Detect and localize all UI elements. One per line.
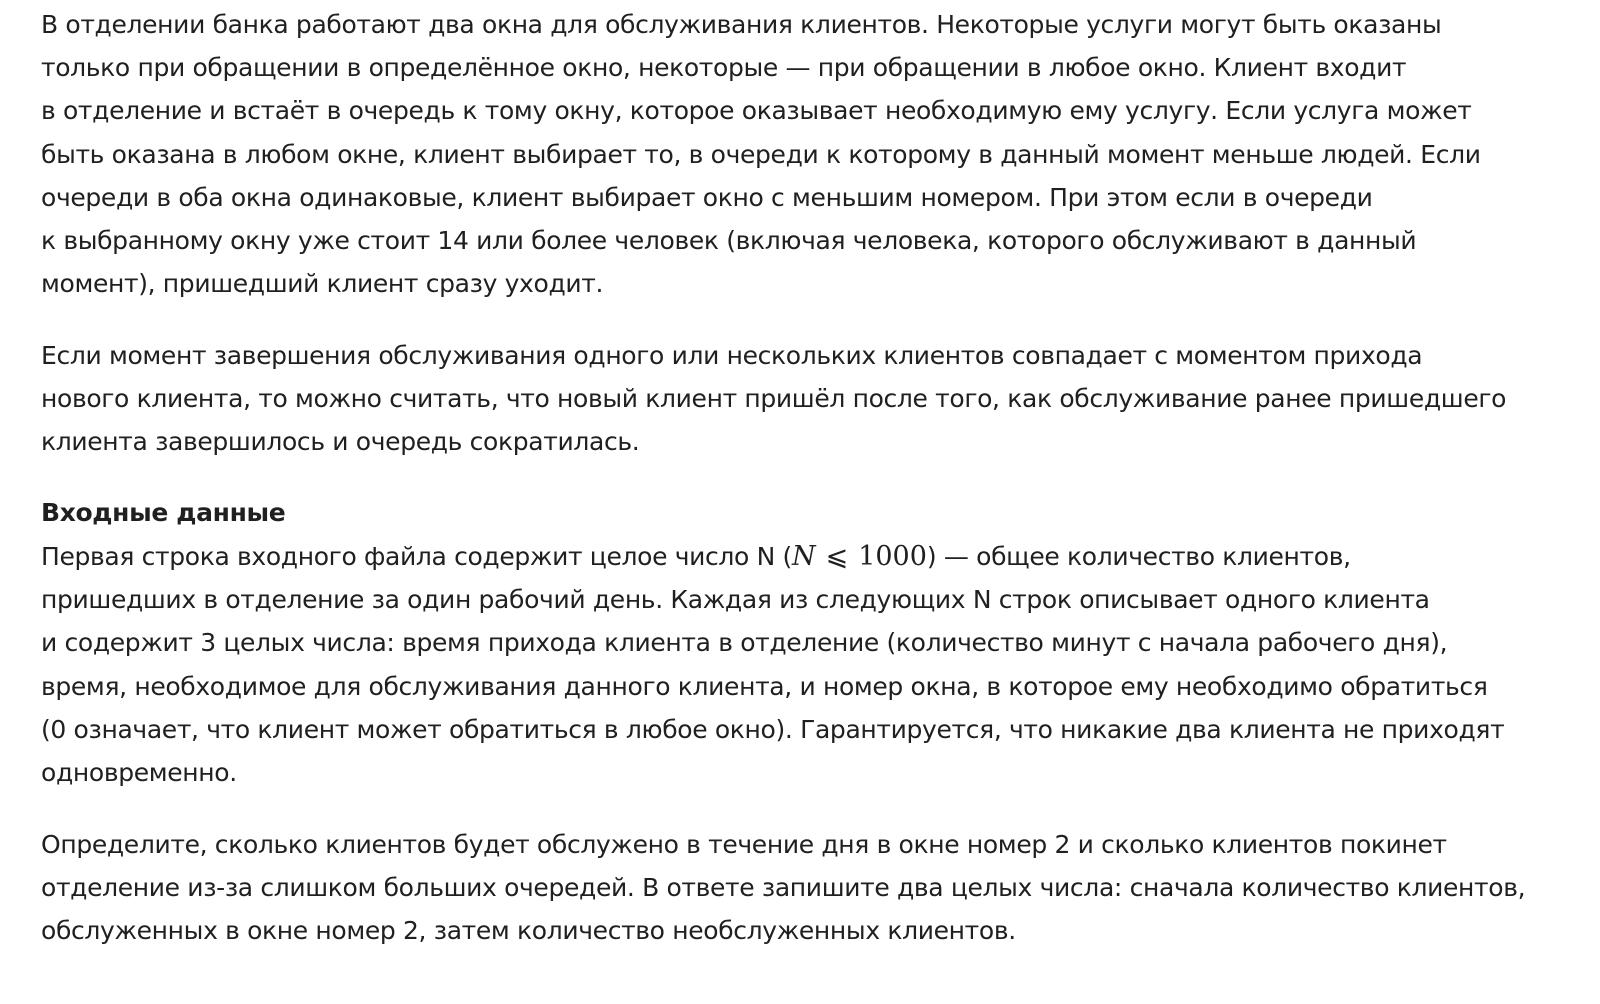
math-number: 1000	[858, 541, 927, 572]
math-variable: N	[791, 541, 816, 572]
text-line: клиента завершилось и очередь сократилась.	[41, 427, 640, 457]
text-line: очереди в оба окна одинаковые, клиент выбирает окно с меньшим номером. При этом если в очереди	[41, 182, 1373, 212]
text-line: момент), пришедший клиент сразу уходит.	[41, 269, 604, 299]
math-constraint	[792, 541, 927, 572]
text-line: к выбранному окну уже стоит 14 или более человек (включая человека, которого обслуживают в данный	[41, 226, 1417, 256]
paragraph-task-question	[41, 823, 1525, 953]
text-line: отделение из-за слишком больших очередей. В ответе запишите два целых числа: сначала количество клиентов,	[41, 873, 1526, 903]
text-line: Определите, сколько клиентов будет обслужено в течение дня в окне номер 2 и сколько клиентов покинет	[41, 830, 1447, 859]
text-line: в отделение и встаёт в очередь к тому окну, которое оказывает необходимую ему услугу. Если услуга может	[41, 96, 1472, 126]
text-line: обслуженных в окне номер 2, затем количество необслуженных клиентов.	[41, 916, 1016, 946]
paragraph-bank-windows	[41, 3, 1481, 305]
text-line	[41, 535, 1504, 578]
paragraph-input-format	[41, 535, 1504, 794]
text-line: быть оказана в любом окне, клиент выбирает то, в очереди к которому в данный момент меньше людей. Если	[41, 139, 1481, 169]
text-line: пришедших в отделение за один рабочий день. Каждая из следующих N строк описывает одного клиента	[41, 585, 1430, 615]
text-line: только при обращении в определённое окно, некоторые — при обращении в любое окно. Клиент входит	[41, 53, 1407, 83]
text-fragment: Первая строка входного файла содержит целое число N (	[41, 542, 792, 571]
paragraph-timing-rule	[41, 334, 1506, 464]
text-line: время, необходимое для обслуживания данного клиента, и номер окна, в которое ему необходимо обратиться	[41, 671, 1488, 701]
text-fragment: ) — общее количество клиентов,	[926, 542, 1351, 571]
text-line: и содержит 3 целых числа: время прихода клиента в отделение (количество минут с начала рабочего дня),	[41, 628, 1448, 658]
text-line: одновременно.	[41, 758, 237, 788]
math-operator: ⩽	[825, 541, 849, 572]
input-data-heading: Входные данные	[41, 498, 286, 527]
text-line: В отделении банка работают два окна для обслуживания клиентов. Некоторые услуги могут быть оказаны	[41, 10, 1442, 39]
text-line: Если момент завершения обслуживания одного или нескольких клиентов совпадает с моментом прихода	[41, 341, 1423, 370]
text-line: (0 означает, что клиент может обратиться в любое окно). Гарантируется, что никакие два клиента не приходят	[41, 714, 1505, 744]
text-line: нового клиента, то можно считать, что новый клиент пришёл после того, как обслуживание ранее пришедшего	[41, 384, 1507, 414]
